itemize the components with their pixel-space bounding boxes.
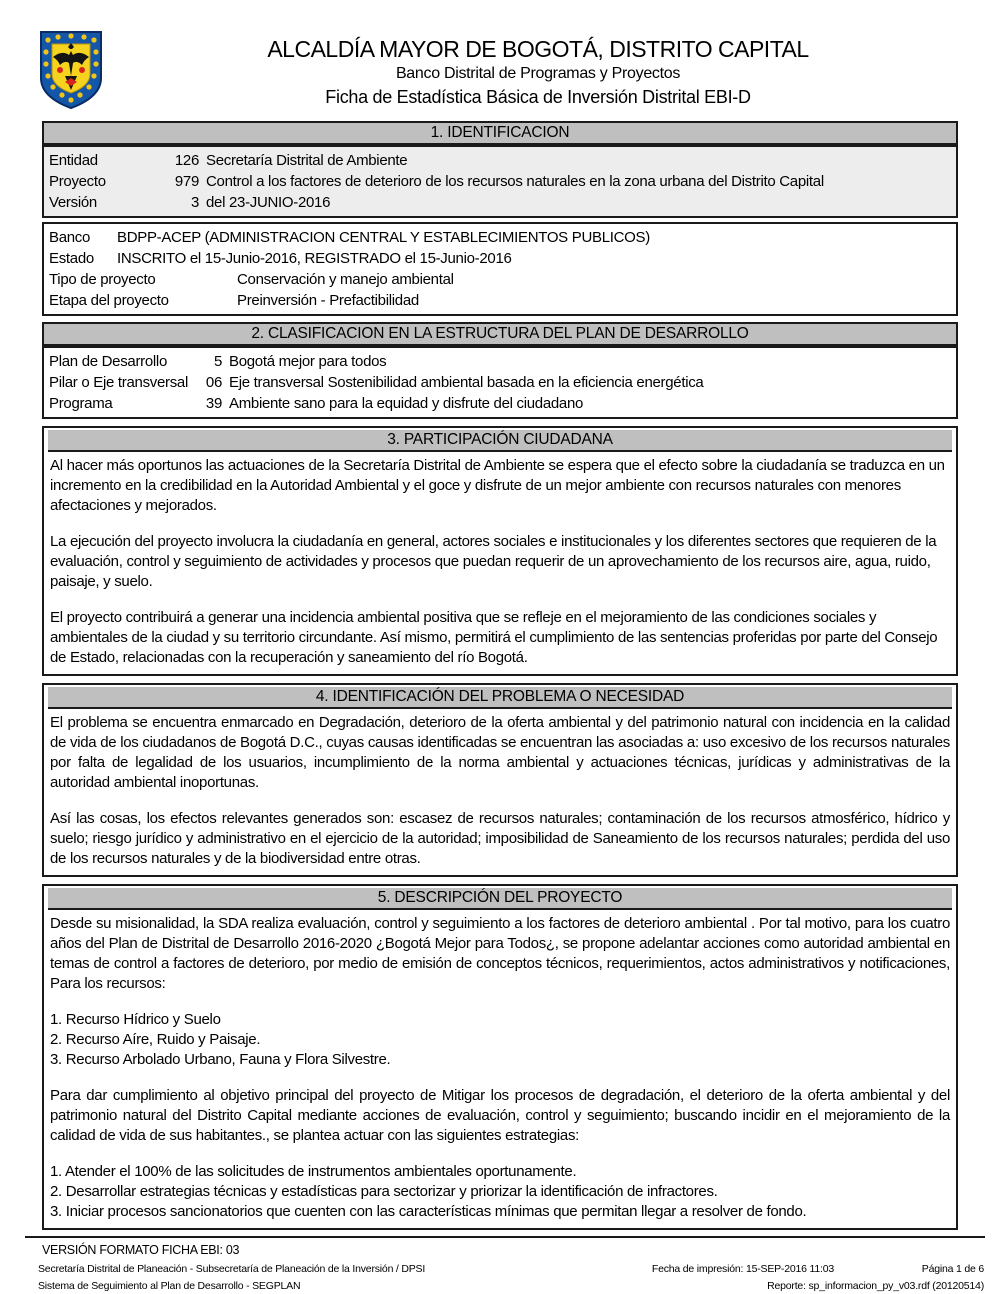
- paragraph: 1. Recurso Hídrico y Suelo: [50, 1011, 221, 1028]
- row-code: 979: [174, 173, 199, 190]
- detail-row: [49, 290, 951, 311]
- row-code: 06: [205, 374, 222, 391]
- row-code: 5: [213, 353, 222, 370]
- section3-header: 3. PARTICIPACIÓN CIUDADANA: [48, 430, 952, 452]
- detail-row: [49, 227, 951, 248]
- section4-body: [48, 709, 952, 869]
- footer-row-2: [38, 1278, 984, 1294]
- classification-row: [49, 393, 951, 414]
- row-label: Programa: [49, 395, 113, 412]
- paragraph: 3. Iniciar procesos sancionatorios que cuenten con las características mínimas que permitan llegar a resolver de fondo.: [50, 1203, 807, 1220]
- page-subtitle: Banco Distrital de Programas y Proyectos: [395, 65, 681, 82]
- section2-header: 2. CLASIFICACION EN LA ESTRUCTURA DEL PLAN DE DESARROLLO: [42, 322, 958, 346]
- paragraph: 3. Recurso Arbolado Urbano, Fauna y Flora Silvestre.: [50, 1051, 391, 1068]
- row-label: Tipo de proyecto: [49, 271, 156, 288]
- detail-row: [49, 248, 951, 269]
- footer-print-date: Fecha de impresión: 15-SEP-2016 11:03: [651, 1263, 834, 1275]
- row-label: Pilar o Eje transversal: [49, 374, 188, 391]
- row-value: Ambiente sano para la equidad y disfrute del ciudadano: [229, 395, 584, 412]
- row-code: 126: [174, 152, 199, 169]
- row-label: Versión: [49, 194, 97, 211]
- paragraph: Para dar cumplimiento al objetivo principal del proyecto de Mitigar los procesos de degradación, el deterioro de la oferta ambiental y del patrimonio natural del Distrito Capital mediante acciones de evaluación, control y seguimiento; buscando incidir en el mejoramiento de la calidad de vida de sus habitantes., se plantea actuar con las siguientes estrategias:: [50, 1087, 950, 1144]
- footer-entity: Secretaría Distrital de Planeación - Subsecretaría de Planeación de la Inversión / DPSI: [38, 1263, 426, 1275]
- classification-row: [49, 351, 951, 372]
- identification-row: [49, 171, 951, 192]
- section1-header: 1. IDENTIFICACION: [42, 121, 958, 145]
- section3-participacion-ciudadana: [42, 426, 958, 676]
- row-code: 39: [205, 395, 222, 412]
- row-code: 3: [190, 194, 199, 211]
- section2-classification-table: [42, 346, 958, 419]
- section3-body: [48, 452, 952, 668]
- row-value: Eje transversal Sostenibilidad ambiental basada en la eficiencia energética: [229, 374, 704, 391]
- paragraph: El proyecto contribuirá a generar una incidencia ambiental positiva que se refleje en el mejoramiento de las condiciones sociales y ambientales de la ciudad y su territorio circundante. Así mismo, permitirá el cumplimiento de las sentencias proferidas por parte del Consejo de Estado, relacionadas con la recuperación y saneamiento del río Bogotá.: [50, 609, 938, 666]
- section5-descripcion-proyecto: [42, 884, 958, 1230]
- row-value: INSCRITO el 15-Junio-2016, REGISTRADO el 15-Junio-2016: [117, 250, 512, 267]
- row-label: Plan de Desarrollo: [49, 353, 167, 370]
- section1-identification-table: [42, 145, 958, 218]
- row-value: BDPP-ACEP (ADMINISTRACION CENTRAL Y ESTABLECIMIENTOS PUBLICOS): [117, 229, 650, 246]
- row-value: Control a los factores de deterioro de los recursos naturales en la zona urbana del Distrito Capital: [206, 173, 824, 190]
- footer-page-number: Página 1 de 6: [921, 1263, 984, 1275]
- header-titles: [116, 30, 960, 109]
- row-label: Entidad: [49, 152, 98, 169]
- paragraph: Así las cosas, los efectos relevantes generados son: escasez de recursos naturales; contaminación de los recursos atmosférico, hídrico y suelo; riesgo jurídico y administrativo en el ejercicio de la autoridad; imposibilidad de Saneamiento de los recursos naturales; perdida del uso de los recursos naturales y de la biodiversidad entre otras.: [50, 810, 950, 867]
- section5-header: 5. DESCRIPCIÓN DEL PROYECTO: [48, 888, 952, 910]
- section4-problema-necesidad: [42, 683, 958, 877]
- row-label: Banco: [49, 229, 91, 246]
- document-type-title: Ficha de Estadística Básica de Inversión Distrital EBI-D: [325, 87, 751, 107]
- document-content: [42, 121, 958, 1230]
- footer-format-version: VERSIÓN FORMATO FICHA EBI: 03: [42, 1243, 240, 1257]
- row-value: Secretaría Distrital de Ambiente: [206, 152, 408, 169]
- section4-header: 4. IDENTIFICACIÓN DEL PROBLEMA O NECESIDAD: [48, 687, 952, 709]
- row-value: del 23-JUNIO-2016: [206, 194, 331, 211]
- section1-detail-table: [42, 222, 958, 316]
- row-value: Bogotá mejor para todos: [229, 353, 387, 370]
- paragraph: 2. Desarrollar estrategias técnicas y estadísticas para sectorizar y priorizar la identificación de infractores.: [50, 1183, 718, 1200]
- paragraph: El problema se encuentra enmarcado en Degradación, deterioro de la oferta ambiental y del patrimonio natural con incidencia en la calidad de vida de los ciudadanos de Bogotá D.C., cuyas causas identificadas se encuentran las asociadas a: uso excesivo de los recursos naturales por falta de legalidad de los usuarios, incumplimiento de la norma ambiental y actuaciones técnicas, jurídicas y administrativas de la autoridad ambiental inoportunas.: [50, 714, 950, 791]
- footer-row-1: [38, 1261, 984, 1278]
- classification-row: [49, 372, 951, 393]
- identification-row: [49, 192, 951, 213]
- row-label: Etapa del proyecto: [49, 292, 169, 309]
- section5-body: [48, 910, 952, 1222]
- coat-of-arms-icon: [38, 30, 104, 110]
- footer-system: Sistema de Seguimiento al Plan de Desarrollo - SEGPLAN: [38, 1280, 301, 1292]
- page-title: ALCALDÍA MAYOR DE BOGOTÁ, DISTRITO CAPITAL: [267, 36, 809, 62]
- row-value: Preinversión - Prefactibilidad: [237, 292, 419, 309]
- bogota-coat-of-arms-logo: [38, 30, 116, 115]
- row-label: Proyecto: [49, 173, 106, 190]
- row-label: Estado: [49, 250, 94, 267]
- detail-row: [49, 269, 951, 290]
- paragraph: Desde su misionalidad, la SDA realiza evaluación, control y seguimiento a los factores de deterioro ambiental . Por tal motivo, para los cuatro años del Plan de Distrital de Desarrollo 2016-2020 ¿Bogotá Mejor para Todos¿, se propone adelantar acciones como autoridad ambiental en temas de control a factores de deterioro, por medio de emisión de conceptos técnicos, requerimientos, actos administrativos y notificaciones, Para los recursos:: [50, 915, 950, 992]
- row-value: Conservación y manejo ambiental: [237, 271, 454, 288]
- identification-row: [49, 150, 951, 171]
- document-header: [0, 0, 1000, 121]
- paragraph: La ejecución del proyecto involucra la ciudadanía en general, actores sociales e institucionales y los diferentes sectores que requieren de la evaluación, control y seguimiento de actividades y procesos que puedan requerir de un aprovechamiento de los recursos aire, agua, ruido, paisaje, y suelo.: [50, 533, 937, 590]
- footer-report-name: Reporte: sp_informacion_py_v03.rdf (20120514): [767, 1280, 984, 1292]
- footer-divider: [25, 1236, 985, 1238]
- paragraph: Al hacer más oportunos las actuaciones de la Secretaría Distrital de Ambiente se espera que el efecto sobre la ciudadanía se traduzca en un incremento en la credibilidad en la Autoridad Ambiental y el goce y disfrute de un mejor ambiente con recursos naturales con menores afectaciones y mejorados.: [50, 457, 945, 514]
- document-footer: [0, 1236, 1000, 1294]
- paragraph: 1. Atender el 100% de las solicitudes de instrumentos ambientales oportunamente.: [50, 1163, 577, 1180]
- paragraph: 2. Recurso Aíre, Ruido y Paisaje.: [50, 1031, 261, 1048]
